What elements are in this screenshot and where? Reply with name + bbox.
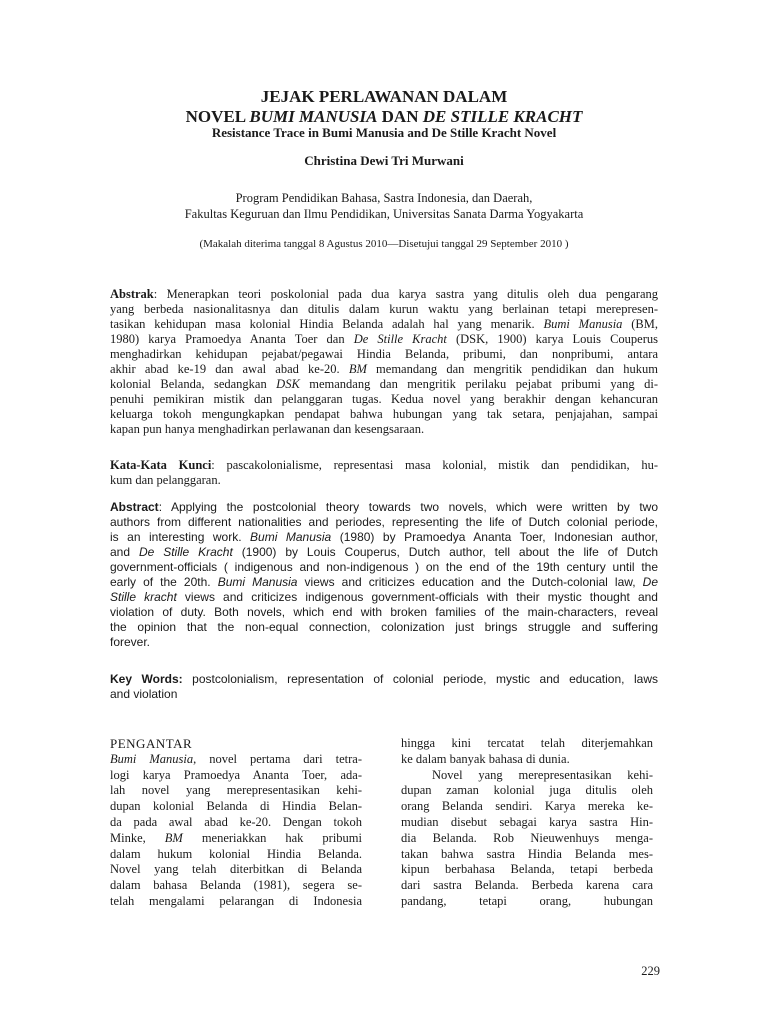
abstrak-text: tasikan kehidupan masa kolonial Hindia Belanda adalah hal yang menarik.	[110, 317, 544, 331]
body-text: Novel yang telah diterbitkan di Belanda	[110, 862, 362, 877]
kata-kunci-text: : pascakolonialisme, representasi masa kolonial, mistik dan pendidikan, hu-	[211, 458, 658, 472]
title-line-2	[110, 106, 658, 127]
title-dan-word: DAN	[377, 107, 423, 126]
abstrak-italic: DSK	[276, 377, 300, 391]
abstract-text: the opinion that the non-equal connection, colonization just brings struggle and suffering	[110, 620, 658, 634]
key-words-label: Key Words:	[110, 672, 183, 686]
body-text: logi karya Pramoedya Ananta Toer, ada-	[110, 767, 362, 782]
key-words-text: and violation	[110, 687, 178, 701]
body-italic: BM	[164, 830, 183, 845]
body-text: dari sastra Belanda. Berbeda karena cara	[401, 878, 653, 893]
body-text: Novel yang merepresentasikan kehi-	[432, 767, 653, 782]
body-text: takan bahwa sastra Hindia Belanda mes-	[401, 846, 653, 861]
body-italic: Bumi Manusia	[110, 751, 194, 766]
body-text: lah novel yang merepresentasikan kehi-	[110, 783, 362, 798]
abstract-text: forever.	[110, 635, 151, 649]
body-text: meneriakkan hak pribumi	[182, 830, 362, 845]
abstrak-text: kapan pun hanya menghadirkan perlawanan dan kesengsaraan.	[110, 422, 425, 436]
author-name: Christina Dewi Tri Murwani	[304, 153, 464, 168]
body-text: dupan kolonial Belanda di Hindia Belan-	[110, 799, 362, 814]
abstrak-text: 1980) karya Pramoedya Ananta Toer dan	[110, 332, 354, 346]
abstract-text: is an interesting work.	[110, 530, 251, 544]
abstract-italic: Bumi Manusia	[217, 575, 298, 589]
affiliation-line-1: Program Pendidikan Bahasa, Sastra Indonesia, dan Daerah,	[235, 191, 533, 205]
body-text: orang Belanda sendiri. Karya mereka ke-	[401, 799, 653, 814]
abstract-italic: Bumi Manusia	[250, 530, 332, 544]
body-text: pandang, tetapi orang, hubungan	[401, 893, 653, 908]
abstract-text: early of the 20th.	[110, 575, 218, 589]
body-text: kipun berbahasa Belanda, tetapi berbeda	[401, 862, 653, 877]
abstrak-text: (DSK, 1900) karya Louis Couperus	[446, 332, 658, 346]
abstrak-text: penuhi pemikiran mistik dan pelanggaran tugas. Kedua novel yang berakhir dengan kehancuran	[110, 392, 658, 406]
abstract-text: and	[110, 545, 139, 559]
body-text: dalam hukum kolonial Hindia Belanda.	[110, 846, 362, 861]
section-title-pengantar: PENGANTAR	[110, 736, 193, 751]
title-novel-word: NOVEL	[185, 107, 250, 126]
kata-kunci-paragraph	[110, 458, 658, 488]
abstract-text: : Applying the postcolonial theory towards two novels, which were written by two	[158, 500, 658, 514]
abstrak-text: memandang dan mengritik perilaku pejabat pribumi yang di-	[299, 377, 658, 391]
body-text: mudian disebut sebagai karya sastra Hin-	[401, 814, 653, 829]
abstract-text: views and criticizes indigenous government-officials with their mystic thought and	[176, 590, 658, 604]
body-text: da pada awal abad ke-20. Dengan tokoh	[110, 814, 362, 829]
received-dates: (Makalah diterima tanggal 8 Agustus 2010—Disetujui tanggal 29 September 2010 )	[199, 238, 569, 250]
kata-kunci-label: Kata-Kata Kunci	[110, 458, 212, 472]
abstrak-text: kolonial Belanda, sedangkan	[110, 377, 277, 391]
abstrak-text: (BM,	[622, 317, 658, 331]
title-line-1: JEJAK PERLAWANAN DALAM	[260, 87, 508, 106]
title-bumi-manusia: BUMI MANUSIA	[249, 107, 378, 126]
kata-kunci-text: kum dan pelanggaran.	[110, 473, 221, 487]
title-de-stille-kracht: DE STILLE KRACHT	[422, 107, 583, 126]
abstract-text: views and criticizes education and the Dutch-colonial law,	[297, 575, 643, 589]
body-column-right	[401, 736, 653, 910]
abstract-text: government-officials ( indigenous and non-indigenous ) on the end of the 19th century until the	[110, 560, 658, 574]
affiliation-line-2: Fakultas Keguruan dan Ilmu Pendidikan, Universitas Sanata Darma Yogyakarta	[184, 207, 584, 221]
body-text: dia Belanda. Rob Nieuwenhuys menga-	[401, 830, 653, 845]
abstrak-text: menghadirkan kehidupan pejabat/pegawai Hindia Belanda, pribumi, dan nonpribumi, antara	[110, 347, 658, 361]
abstract-italic: De Stille Kracht	[138, 545, 233, 559]
abstract-text: authors from different nationalities and periodes, representing the life of Dutch colonial periode,	[110, 515, 658, 529]
abstrak-italic: De Stille Kracht	[353, 332, 447, 346]
abstract-italic: De	[642, 575, 659, 589]
body-column-left	[110, 736, 362, 910]
abstract-text: (1900) by Louis Couperus, Dutch author, tell about the life of Dutch	[232, 545, 659, 559]
body-text: dalam bahasa Belanda (1981), segera se-	[110, 878, 362, 893]
abstrak-text: memandang dan mengritik pendidikan dan hukum	[366, 362, 658, 376]
body-text: , novel pertama dari tetra-	[193, 751, 362, 766]
abstrak-paragraph	[110, 287, 658, 437]
abstrak-text: akhir abad ke-19 dan awal abad ke-20.	[110, 362, 349, 376]
abstrak-italic: BM	[348, 362, 367, 376]
abstrak-text: : Menerapkan teori poskolonial pada dua karya sastra yang ditulis oleh dua pengarang	[153, 287, 658, 301]
abstrak-label: Abstrak	[110, 287, 154, 301]
abstract-text: violation of duty. Both novels, which end with broken families of the main-characters, reveal	[110, 605, 658, 619]
abstract-label: Abstract	[110, 500, 159, 514]
abstract-text: (1980) by Pramoedya Ananta Toer, Indonesian author,	[331, 530, 659, 544]
abstrak-italic: Bumi Manusia	[543, 317, 623, 331]
body-text: hingga kini tercatat telah diterjemahkan	[401, 736, 653, 750]
body-text: ke dalam banyak bahasa di dunia.	[401, 751, 570, 766]
body-text: dupan zaman kolonial juga ditulis oleh	[401, 783, 653, 798]
body-text: Minke,	[110, 830, 165, 845]
abstrak-text: yang berbeda nasionalitasnya dan ditulis dalam kurun waktu yang berlainan tetapi merepresen-	[110, 302, 658, 316]
page-number: 229	[641, 964, 660, 978]
key-words-text: postcolonialism, representation of colonial periode, mystic and education, laws	[182, 672, 658, 686]
english-title: Resistance Trace in Bumi Manusia and De Stille Kracht Novel	[211, 125, 557, 140]
body-text: telah mengalami pelarangan di Indonesia	[110, 893, 362, 908]
english-keywords-paragraph	[110, 672, 658, 702]
english-abstract-paragraph	[110, 500, 658, 650]
abstrak-text: keluarga tokoh mengungkapkan pendapat bahwa hubungan yang tak setara, penjajahan, sampai	[110, 407, 658, 421]
abstract-italic: Stille kracht	[110, 590, 177, 604]
